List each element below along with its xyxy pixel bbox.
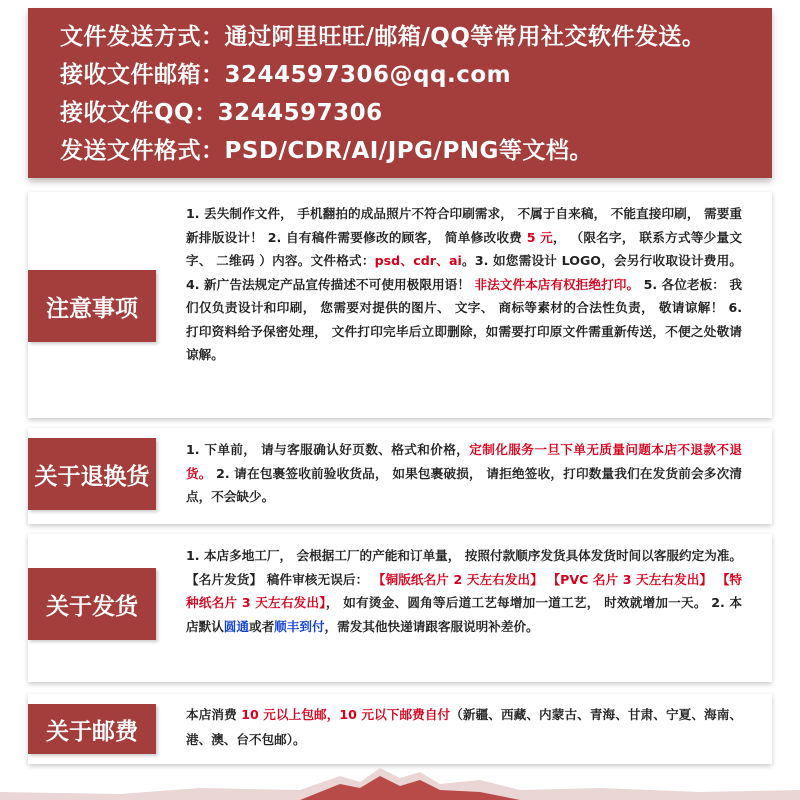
notice-label: 注意事项 — [28, 270, 156, 342]
notice-text: 1. 丢失制作文件， 手机翻拍的成品照片不符合印刷需求， 不属于自来稿， 不能直接印刷， 需要重新排版设计！ 2. 自有稿件需要修改的顾客， 简单修改收费 5 元， （限名字， 联系方式等少量文字、 二维码 ）内容。文件格式：psd、cdr、ai。3. 如您需设计 LOGO，会另行收取设计费用。 4. 新广告法规定产品宣传描述不可使用极限用语！ 非法文件本店有权拒绝打印。 5. 各位老板： 我们仅负责设计和印刷， 您需要对提供的图片、 文字、 商标等素材的合法性负责， 敬请谅解！ 6. 打印资料给予保密处理， 文件打印完毕后立即删除，如需要打印原文件需重新传送，不便之处敬请谅解。 — [186, 206, 742, 362]
postage-label: 关于邮费 — [28, 704, 156, 754]
postage-section — [28, 694, 772, 764]
returns-section — [28, 428, 772, 524]
send-method-line: 文件发送方式：通过阿里旺旺/邮箱/QQ等常用社交软件发送。 — [60, 24, 706, 50]
shipping-section — [28, 534, 772, 682]
notice-section — [28, 192, 772, 418]
returns-label: 关于退换货 — [28, 438, 156, 510]
shipping-text: 1. 本店多地工厂， 会根据工厂的产能和订单量， 按照付款顺序发货具体发货时间以客服约定为准。 【名片发货】 稿件审核无误后： 【铜版纸名片 2 天左右发出】 【PVC 名片 3 天左右发出】 【特种纸名片 3 天左右发出】， 如有烫金、圆角等后道工艺每增加一道工艺， 时效就增加一天。 2. 本店默认圆通或者顺丰到付，需发其他快递请跟客服说明补差价。 — [186, 548, 743, 634]
file-format-line: 发送文件格式：PSD/CDR/AI/JPG/PNG等文档。 — [60, 138, 593, 164]
email-line: 接收文件邮箱：3244597306@qq.com — [60, 62, 512, 88]
qq-line: 接收文件QQ：3244597306 — [60, 100, 383, 126]
contact-info-banner — [28, 8, 772, 178]
returns-text: 1. 下单前， 请与客服确认好页数、格式和价格，定制化服务一旦下单无质量问题本店不退款不退货。 2. 请在包裹签收前验收货品， 如果包裹破损， 请拒绝签收，打印数量我们在发货前会多次清点，不会缺少。 — [186, 442, 743, 504]
postage-text: 本店消费 10 元以上包邮，10 元以下邮费自付（新疆、西藏、内蒙古、青海、甘肃、宁夏、海南、港、澳、台不包邮）。 — [186, 707, 743, 747]
shipping-label: 关于发货 — [28, 568, 156, 640]
decorative-mountain-graphic — [0, 762, 800, 800]
